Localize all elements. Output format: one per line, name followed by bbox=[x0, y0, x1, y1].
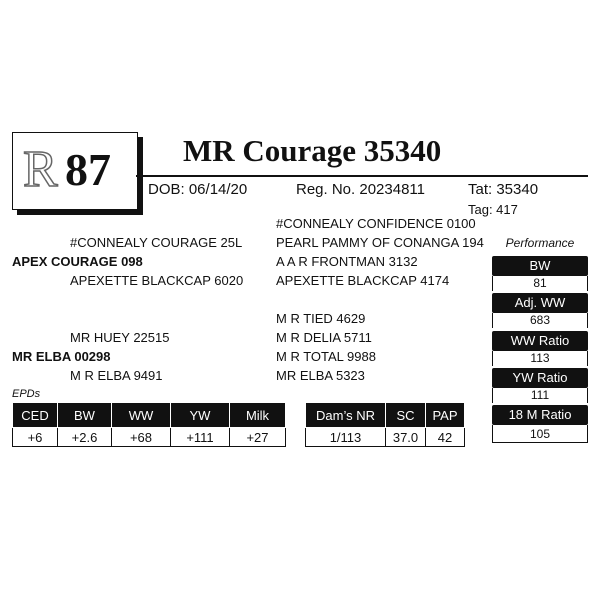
epds-title: EPDs bbox=[12, 388, 41, 400]
epd-header-yw: YW bbox=[171, 403, 230, 428]
tattoo: Tat: 35340 bbox=[468, 181, 539, 198]
epd-header-milk: Milk bbox=[230, 403, 286, 428]
performance-value-adj-ww: 683 bbox=[492, 313, 588, 328]
dam-sire: MR HUEY 22515 bbox=[70, 330, 170, 345]
sire-sire: #CONNEALY COURAGE 25L bbox=[70, 235, 243, 250]
dam-dam-sire: M R TOTAL 9988 bbox=[276, 349, 376, 364]
dam: MR ELBA 00298 bbox=[12, 349, 111, 364]
tag-number: Tag: 417 bbox=[468, 202, 518, 217]
epd-table bbox=[12, 402, 286, 447]
sire-dam-dam: APEXETTE BLACKCAP 4174 bbox=[276, 273, 450, 288]
dam-sire-dam: M R DELIA 5711 bbox=[276, 330, 372, 345]
dam-stats-header-sc: SC bbox=[386, 403, 426, 428]
epd-header-bw: BW bbox=[58, 403, 112, 428]
sire-sire-sire: #CONNEALY CONFIDENCE 0100 bbox=[276, 216, 476, 231]
dob: DOB: 06/14/20 bbox=[148, 181, 248, 198]
performance-value-18m-ratio: 105 bbox=[492, 425, 588, 443]
dam-stats-table bbox=[305, 402, 465, 447]
title-divider bbox=[136, 175, 588, 177]
sire-dam-sire: A A R FRONTMAN 3132 bbox=[276, 254, 418, 269]
performance-label-18m-ratio: 18 M Ratio bbox=[492, 405, 588, 425]
epd-value-ww: +68 bbox=[112, 428, 171, 447]
performance-title: Performance bbox=[505, 236, 575, 250]
epd-header-ww: WW bbox=[112, 403, 171, 428]
dam-stats-value-sc: 37.0 bbox=[386, 428, 426, 447]
lot-number-box bbox=[12, 132, 138, 210]
registration-number: Reg. No. 20234811 bbox=[296, 181, 425, 198]
dam-stats-value-pap: 42 bbox=[426, 428, 465, 447]
lot-number: 87 bbox=[65, 144, 111, 195]
performance-label-bw: BW bbox=[492, 256, 588, 276]
performance-label-yw-ratio: YW Ratio bbox=[492, 368, 588, 388]
performance-value-ww-ratio: 113 bbox=[492, 351, 588, 366]
epd-value-milk: +27 bbox=[230, 428, 286, 447]
dam-sire-sire: M R TIED 4629 bbox=[276, 311, 366, 326]
performance-label-adj-ww: Adj. WW bbox=[492, 293, 588, 313]
r-brand-icon: R bbox=[23, 141, 58, 198]
sire: APEX COURAGE 098 bbox=[12, 254, 143, 269]
epd-value-ced: +6 bbox=[13, 428, 58, 447]
dam-stats-header-row bbox=[306, 403, 465, 428]
animal-name: MR Courage 35340 bbox=[183, 133, 442, 168]
dam-stats-header-pap: PAP bbox=[426, 403, 465, 428]
sire-dam: APEXETTE BLACKCAP 6020 bbox=[70, 273, 244, 288]
epd-value-row bbox=[13, 428, 286, 447]
performance-label-ww-ratio: WW Ratio bbox=[492, 331, 588, 351]
dam-dam: M R ELBA 9491 bbox=[70, 368, 163, 383]
performance-value-yw-ratio: 111 bbox=[492, 388, 588, 403]
dam-stats-header-nr: Dam’s NR bbox=[306, 403, 386, 428]
dam-dam-dam: MR ELBA 5323 bbox=[276, 368, 365, 383]
epd-value-yw: +111 bbox=[171, 428, 230, 447]
dam-stats-value-row bbox=[306, 428, 465, 447]
performance-value-bw: 81 bbox=[492, 276, 588, 291]
epd-value-bw: +2.6 bbox=[58, 428, 112, 447]
dam-stats-value-nr: 1/113 bbox=[306, 428, 386, 447]
epd-header-row bbox=[13, 403, 286, 428]
sire-sire-dam: PEARL PAMMY OF CONANGA 194 bbox=[276, 235, 484, 250]
epd-header-ced: CED bbox=[13, 403, 58, 428]
